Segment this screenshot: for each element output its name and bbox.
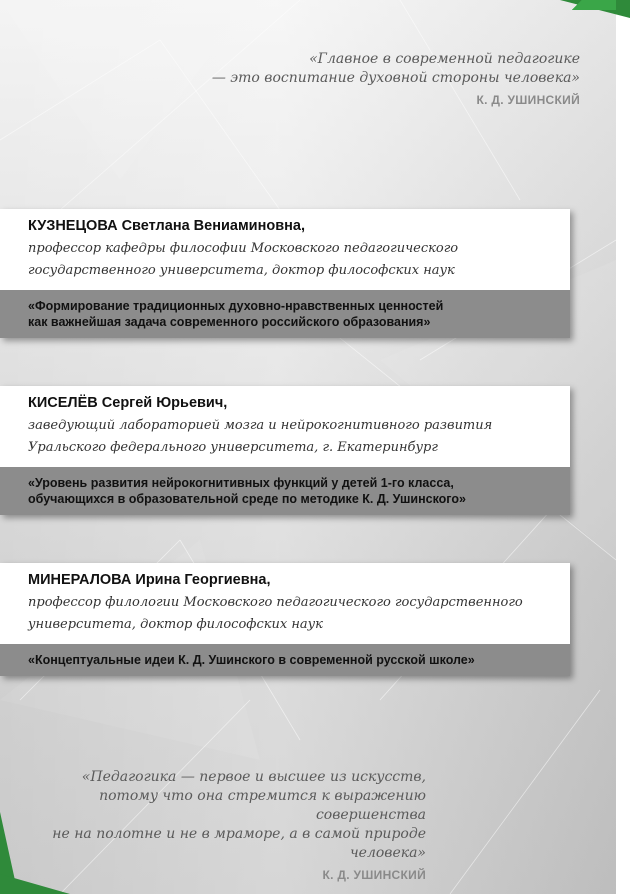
speaker-card-2 — [0, 386, 570, 515]
page-edge — [616, 0, 630, 894]
quote-bottom-author: К. Д. УШИНСКИЙ — [322, 868, 426, 882]
speaker-topic — [0, 644, 570, 676]
speaker-name: КУЗНЕЦОВА Светлана Вениаминовна, — [28, 218, 305, 234]
speaker-role — [28, 592, 560, 636]
speaker-role-line: заведующий лабораторией мозга и нейрокогнитивного развития — [28, 418, 493, 433]
speaker-topic-line: «Уровень развития нейрокогнитивных функций у детей 1-го класса, — [28, 476, 454, 490]
corner-accent-bottom-left-wedge — [0, 874, 70, 894]
quote-top-author: К. Д. УШИНСКИЙ — [476, 93, 580, 107]
speaker-card-3 — [0, 563, 570, 676]
quote-bottom-line: потому что она стремится к выражению совершенства — [99, 788, 426, 823]
speaker-name: КИСЕЛЁВ Сергей Юрьевич, — [28, 395, 228, 411]
quote-bottom-line: не на полотне и не в мраморе, а в самой природе человека» — [52, 826, 426, 861]
speaker-topic — [0, 290, 570, 338]
speaker-role — [28, 238, 560, 282]
speaker-role-line: профессор кафедры философии Московского педагогического — [28, 241, 459, 256]
speaker-name: МИНЕРАЛОВА Ирина Георгиевна, — [28, 572, 271, 588]
speaker-card-1 — [0, 209, 570, 338]
speaker-role-line: профессор филологии Московского педагогического государственного — [28, 595, 523, 610]
quote-top-line: — это воспитание духовной стороны человека» — [211, 70, 580, 86]
speaker-role-line: университета, доктор философских наук — [28, 617, 323, 632]
speaker-topic-line: как важнейшая задача современного российского образования» — [28, 315, 431, 329]
speaker-role-line: Уральского федерального университета, г. Екатеринбург — [28, 440, 438, 455]
quote-top — [160, 50, 580, 110]
speaker-topic-line: «Формирование традиционных духовно-нравственных ценностей — [28, 299, 444, 313]
speaker-role — [28, 415, 560, 459]
speaker-role-line: государственного университета, доктор философских наук — [28, 263, 455, 278]
quote-bottom-line: «Педагогика — первое и высшее из искусств, — [81, 769, 426, 785]
speaker-topic — [0, 467, 570, 515]
speaker-topic-line: обучающихся в образовательной среде по методике К. Д. Ушинского» — [28, 492, 466, 506]
corner-accent-top-right-wedge — [552, 0, 616, 10]
quote-top-line: «Главное в современной педагогике — [309, 51, 580, 67]
speaker-topic-line: «Концептуальные идеи К. Д. Ушинского в современной русской школе» — [28, 653, 475, 667]
quote-bottom — [36, 768, 426, 885]
